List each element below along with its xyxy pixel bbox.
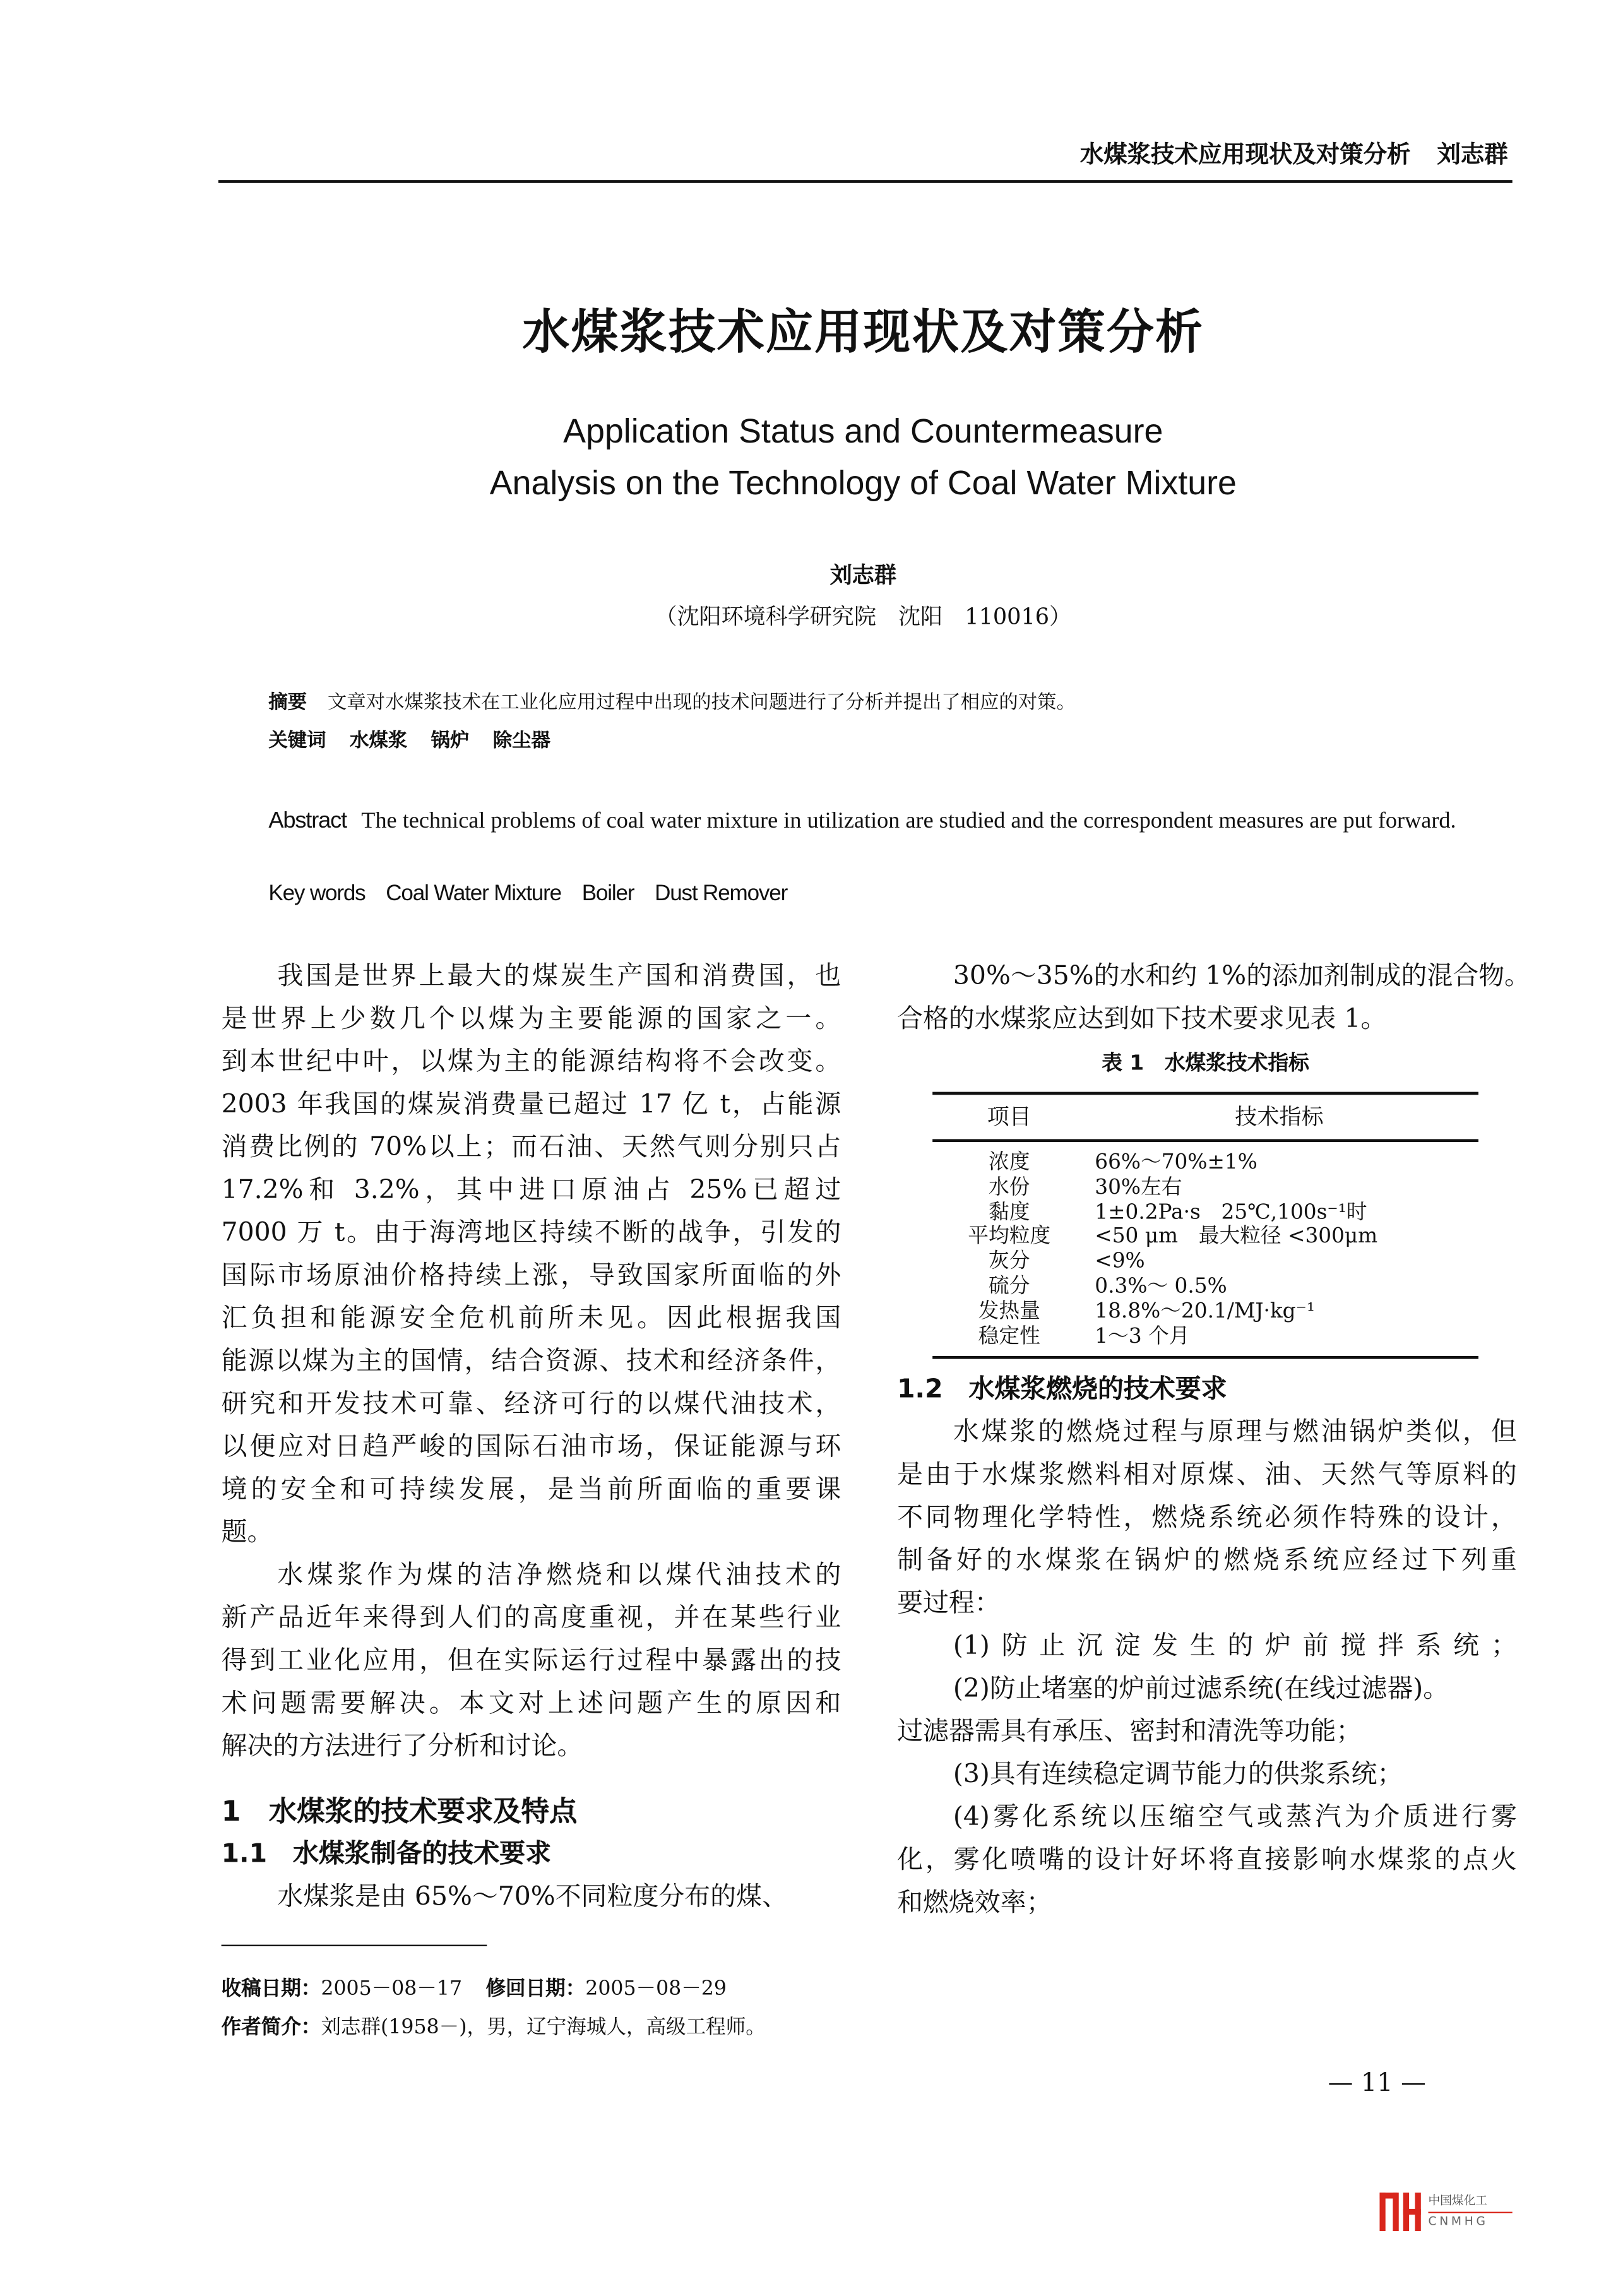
text-line: 题。 xyxy=(221,1518,273,1548)
abstract-cn-text: 文章对水煤浆技术在工业化应用过程中出现的技术问题进行了分析并提出了相应的对策。 xyxy=(327,692,1076,715)
text-line: 17.2%和 3.2%，其中进口原油占 25%已超过 xyxy=(221,1175,841,1206)
keywords-cn xyxy=(268,725,574,752)
text-line: 以便应对日趋严峻的国际石油市场，保证能源与环 xyxy=(221,1432,841,1463)
header-rule xyxy=(218,180,1513,183)
table-cell-item: 稳定性 xyxy=(978,1324,1040,1348)
logo-en-text: CNMHG xyxy=(1428,2215,1489,2228)
table-cell-spec: <50 μm 最大粒径 <300μm xyxy=(1095,1225,1378,1249)
table-row xyxy=(932,1151,1478,1175)
received-date: 2005－08－17 xyxy=(321,1977,463,2001)
table-cell-item: 平均粒度 xyxy=(968,1225,1051,1249)
table-bottom-rule xyxy=(932,1356,1478,1359)
revised-date: 2005－08－29 xyxy=(585,1977,727,2001)
text-line: 不同物理化学特性，燃烧系统必须作特殊的设计， xyxy=(897,1503,1517,1533)
table-header-item: 项目 xyxy=(987,1103,1031,1131)
text-line: 制备好的水煤浆在锅炉的燃烧系统应经过下列重 xyxy=(897,1546,1517,1576)
revised-label: 修回日期： xyxy=(485,1977,586,2001)
keywords-en xyxy=(268,881,787,906)
table-cell-spec: 1±0.2Pa·s 25℃,100s⁻¹时 xyxy=(1095,1200,1367,1225)
english-title-line-1: Application Status and Countermeasure xyxy=(563,412,1163,450)
abstract-cn-label: 摘要 xyxy=(268,692,307,715)
left-column xyxy=(222,956,841,1920)
text-line: 到本世纪中叶，以煤为主的能源结构将不会改变。 xyxy=(221,1047,841,1078)
text-line: 水煤浆作为煤的洁净燃烧和以煤代油技术的 xyxy=(277,1561,841,1591)
list-item: 化，雾化喷嘴的设计好坏将直接影响水煤浆的点火 xyxy=(897,1845,1517,1876)
paper-title: 水煤浆技术应用现状及对策分析 xyxy=(522,304,1204,360)
table-cell-spec: 1～3 个月 xyxy=(1095,1324,1190,1348)
table-row xyxy=(932,1300,1478,1324)
keyword: Dust Remover xyxy=(655,881,788,907)
text-line: 术问题需要解决。本文对上述问题产生的原因和 xyxy=(221,1689,841,1719)
running-author: 刘志群 xyxy=(1437,140,1508,169)
keyword: 水煤浆 xyxy=(349,730,408,753)
table-body xyxy=(932,1151,1478,1349)
received-label: 收稿日期： xyxy=(221,1977,321,2001)
table-cell-spec: 66%～70%±1% xyxy=(1095,1151,1257,1175)
footnote-rule xyxy=(222,1945,487,1946)
text-line: 解决的方法进行了分析和讨论。 xyxy=(221,1732,583,1762)
list-item: (2)防止堵塞的炉前过滤系统(在线过滤器)。 xyxy=(953,1674,1449,1704)
list-item: (1)防止沉淀发生的炉前搅拌系统； xyxy=(953,1632,1517,1662)
keywords-cn-label: 关键词 xyxy=(268,730,326,753)
text-line: 国际市场原油价格持续上涨，导致国家所面临的外 xyxy=(221,1261,841,1292)
section-heading-1-1: 1.1 水煤浆制备的技术要求 xyxy=(221,1840,552,1870)
running-title: 水煤浆技术应用现状及对策分析 xyxy=(1079,140,1411,169)
table-row xyxy=(932,1324,1478,1349)
section-heading-1-2: 1.2 水煤浆燃烧的技术要求 xyxy=(897,1375,1227,1405)
table-row xyxy=(932,1175,1478,1200)
table-row xyxy=(932,1250,1478,1275)
running-header xyxy=(1080,136,1508,170)
list-item: (4)雾化系统以压缩空气或蒸汽为介质进行雾 xyxy=(953,1803,1517,1833)
table-cell-spec: 18.8%～20.1/MJ·kg⁻¹ xyxy=(1095,1299,1316,1324)
text-line: 得到工业化应用，但在实际运行过程中暴露出的技 xyxy=(221,1646,841,1677)
section-heading-1: 1 水煤浆的技术要求及特点 xyxy=(221,1795,578,1828)
text-line: 水煤浆的燃烧过程与原理与燃油锅炉类似，但 xyxy=(953,1418,1517,1448)
abstract-en-text: The technical problems of coal water mixture in utilization are studied and the correspondent measures are put forward. xyxy=(361,808,1456,834)
keywords-en-label: Key words xyxy=(268,881,366,907)
table-cell-item: 硫分 xyxy=(988,1275,1030,1299)
table-cell-spec: <9% xyxy=(1095,1250,1145,1274)
keyword: Boiler xyxy=(581,881,634,907)
footnote-bio xyxy=(222,2009,766,2039)
table-cell-item: 灰分 xyxy=(988,1250,1030,1274)
abstract-en-label: Abstract xyxy=(268,808,347,834)
table-header-rule xyxy=(932,1139,1478,1141)
keyword: Coal Water Mixture xyxy=(386,881,561,907)
bio-label: 作者简介： xyxy=(221,2015,321,2040)
text-line: 我国是世界上最大的煤炭生产国和消费国，也 xyxy=(277,961,841,992)
table-cell-item: 浓度 xyxy=(988,1151,1030,1175)
page-number: — 11 — xyxy=(1328,2068,1426,2098)
table-row xyxy=(932,1201,1478,1225)
text-line: 合格的水煤浆应达到如下技术要求见表 1。 xyxy=(897,1004,1387,1035)
list-item: (3)具有连续稳定调节能力的供浆系统； xyxy=(953,1760,1403,1790)
spacer xyxy=(222,1769,841,1791)
english-title-line-2: Analysis on the Technology of Coal Water Mixture xyxy=(489,463,1237,502)
list-item: 和燃烧效率； xyxy=(897,1888,1052,1918)
footnote-dates xyxy=(222,1972,727,2001)
text-line: 水煤浆是由 65%～70%不同粒度分布的煤、 xyxy=(277,1883,788,1913)
table-cell-item: 发热量 xyxy=(978,1299,1040,1324)
author: 刘志群 xyxy=(829,562,896,589)
logo-cn-text: 中国煤化工 xyxy=(1428,2194,1487,2208)
text-line: 消费比例的 70%以上；而石油、天然气则分别只占 xyxy=(221,1133,841,1163)
list-item: 过滤器需具有承压、密封和清洗等功能； xyxy=(897,1717,1362,1747)
table-row xyxy=(932,1225,1478,1250)
table-top-rule xyxy=(932,1092,1478,1095)
table-row xyxy=(932,1275,1478,1299)
affiliation: （沈阳环境科学研究院 沈阳 110016） xyxy=(655,603,1072,631)
text-line: 境的安全和可持续发展，是当前所面临的重要课 xyxy=(221,1475,841,1506)
abstract-en xyxy=(222,802,1514,841)
text-line: 汇负担和能源安全危机前所未见。因此根据我国 xyxy=(221,1304,841,1334)
table-cell-item: 水份 xyxy=(988,1175,1030,1199)
text-line: 2003 年我国的煤炭消费量已超过 17 亿 t，占能源 xyxy=(221,1090,841,1121)
table-header-spec: 技术指标 xyxy=(1235,1103,1324,1131)
keyword: 锅炉 xyxy=(431,730,470,753)
text-line: 研究和开发技术可靠、经济可行的以煤代油技术， xyxy=(221,1389,841,1420)
table-caption: 表 1 水煤浆技术指标 xyxy=(1102,1052,1309,1076)
publisher-logo xyxy=(1379,2192,1515,2231)
text-line: 要过程： xyxy=(897,1589,1001,1619)
text-line: 能源以煤为主的国情，结合资源、技术和经济条件， xyxy=(221,1347,841,1377)
text-line: 新产品近年来得到人们的高度重视，并在某些行业 xyxy=(221,1603,841,1634)
text-line: 是世界上少数几个以煤为主要能源的国家之一。 xyxy=(221,1004,841,1035)
keyword: 除尘器 xyxy=(492,730,550,753)
table-cell-item: 黏度 xyxy=(988,1200,1030,1225)
text-line: 7000 万 t。由于海湾地区持续不断的战争，引发的 xyxy=(221,1218,841,1249)
text-line: 30%～35%的水和约 1%的添加剂制成的混合物。 xyxy=(953,961,1531,992)
table-cell-spec: 0.3%～ 0.5% xyxy=(1095,1275,1227,1299)
text-line: 是由于水煤浆燃料相对原煤、油、天然气等原料的 xyxy=(897,1460,1517,1490)
table-cell-spec: 30%左右 xyxy=(1095,1175,1182,1199)
abstract-cn xyxy=(268,686,1076,714)
bio-text: 刘志群(1958－)，男，辽宁海城人，高级工程师。 xyxy=(321,2015,766,2040)
